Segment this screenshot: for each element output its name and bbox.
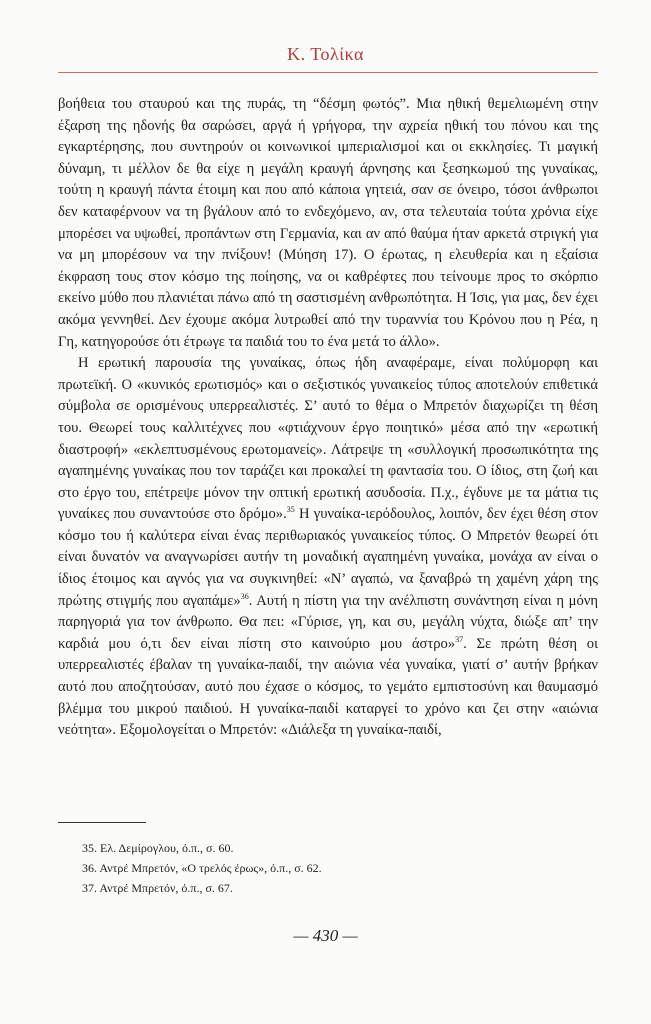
footnote-36: 36. Αντρέ Μπρετόν, «Ο τρελός έρως», ό.π., σ. 62.: [82, 861, 322, 875]
footnotes: [82, 838, 322, 898]
paragraph-1: [58, 94, 598, 353]
page-number: — 430 —: [293, 926, 358, 945]
paragraph-1-text: βοήθεια του σταυρού και της πυράς, τη “δέσμη φωτός”. Μια ηθική θεμελιωμένη στην έξαρση της ηδονής θα σαρώσει, αργά ή γρήγορα, την αχρεία ηθική του πόνου και της εγκαρτέρησης, που συντηρούν οι κοινωνικοί ιμπεριαλισμοί και οι εκκλησίες. Τι μαγική δύναμη, τι μέλλον δε θα είχε η μεγάλη κραυγή άρνησης και ξεσηκωμού της γυναίκας, τούτη η κραυγή πάντα έτοιμη και που από κάποια γητειά, σαν σε όνειρο, τόσοι άνθρωποι δεν καταφέρνουν να τη βγάλουν από το ενδεχόμενο, αν, στα τελευταία τούτα χρόνια είχε μπορέσει να υψωθεί, προπάντων στη Γερμανία, και αν από θαύμα ήταν αρκετά στριγκή για να μη μπορέσουν να την πνίξουν! (Μύηση 17). Ο έρωτας, η ελευθερία και η εξαίσια έκφραση τους στον κόσμο της ποίησης, να οι καθρέφτες που τείνουμε προς το σκόρπιο εκείνο μύθο που πλανιέται πάνω από τη σαστισμένη ανθρωπότητα. Η Ίσις, για μας, δεν έχει ακόμα γεννηθεί. Δεν έχουμε ακόμα λυτρωθεί από την τυραννία του Κρόνου που η Ρέα, η Γη, κατηγορούσε ότι έτρωγε τα παιδιά του το ένα μετά το άλλο».: [58, 96, 598, 350]
paragraph-2-text-b: Η γυναίκα-ιερόδουλος, λοιπόν, δεν έχει θέση στον κόσμο του ή καλύτερα είναι ένας περιθωριακός γυναικείος τύπος. Ο Μπρετόν θεωρεί ότι είναι δυνατόν να αναγνωρίσει αυτήν τη μοναδική αγαπημένη γυναίκα, μονάχα αν είναι ο ίδιος έτοιμος και αγνός για να συγκινηθεί: «Ν’ αγαπώ, να ξαναβρώ τη χαμένη χάρη της πρώτης στιγμής που αγαπάμε»: [58, 506, 598, 609]
running-header-author: Κ. Τολίκα: [287, 44, 364, 64]
footnote-35: 35. Ελ. Δεμίρογλου, ό.π., σ. 60.: [82, 841, 234, 855]
footnote-ref-35: 35: [286, 505, 295, 515]
paragraph-2-text-c: . Αυτή η πίστη για την ανέλπιστη συνάντηση είναι η μόνη παρηγοριά για τον άνθρωπο. Θα πει: «Γύρισε, γη, και συ, μεγάλη νύχτα, διώξε απ’ την καρδιά μου ό,τι δεν είναι πίστη στο καινούριο μου άστρο»: [58, 592, 598, 652]
main-text: [58, 94, 598, 742]
header-rule: [58, 72, 598, 73]
paragraph-2-text-a: Η ερωτική παρουσία της γυναίκας, όπως ήδη αναφέραμε, είναι πολύμορφη και πρωτεϊκή. Ο «κυνικός ερωτισμός» και ο σεξιστικός γυναικείος τύπος αποτελούν επιθετικά σύμβολα σε ορισμένους υπερρεαλιστές. Σ’ αυτό το θέμα ο Μπρετόν διαχωρίζει τη θέση του. Θεωρεί τους καλλιτέχνες που «φτιάχνουν έργο ποιητικό» μέσα από την «ερωτική διαστροφή» «εκλεπτυσμένους ερωτομανείς». Λάτρεψε τη «συλλογική προσωπικότητα της αγαπημένης γυναίκας που τον ταράζει και προκαλεί τη φαντασία του. Ο ίδιος, στη ζωή και στο έργο του, επέτρεψε μόνον την οπτική ερωτική ασυδοσία. Π.χ., έγδυνε με τα μάτια τις γυναίκες που συναντούσε στο δρόμο».: [58, 355, 598, 523]
footnote-rule: [58, 822, 146, 823]
footnote-ref-36: 36: [240, 591, 249, 601]
footnote-37: 37. Αντρέ Μπρετόν, ό.π., σ. 67.: [82, 881, 233, 895]
paragraph-2: [58, 353, 598, 742]
paragraph-2-text-d: . Σε πρώτη θέση οι υπερρεαλιστές έβαλαν τη γυναίκα-παιδί, την αιώνια νέα γυναίκα, γιατί σ’ αυτήν βρήκαν αυτό που αποζητούσαν, αυτό που έχασε ο κόσμος, το γεμάτο εμπιστοσύνη και θαυμασμό βλέμμα του μικρού παιδιού. Η γυναίκα-παιδί καταργεί το χρόνο και ζει στην «αιώνια νεότητα». Εξομολογείται ο Μπρετόν: «Διάλεξα τη γυναίκα-παιδί,: [58, 635, 599, 739]
footnote-ref-37: 37: [455, 634, 464, 644]
